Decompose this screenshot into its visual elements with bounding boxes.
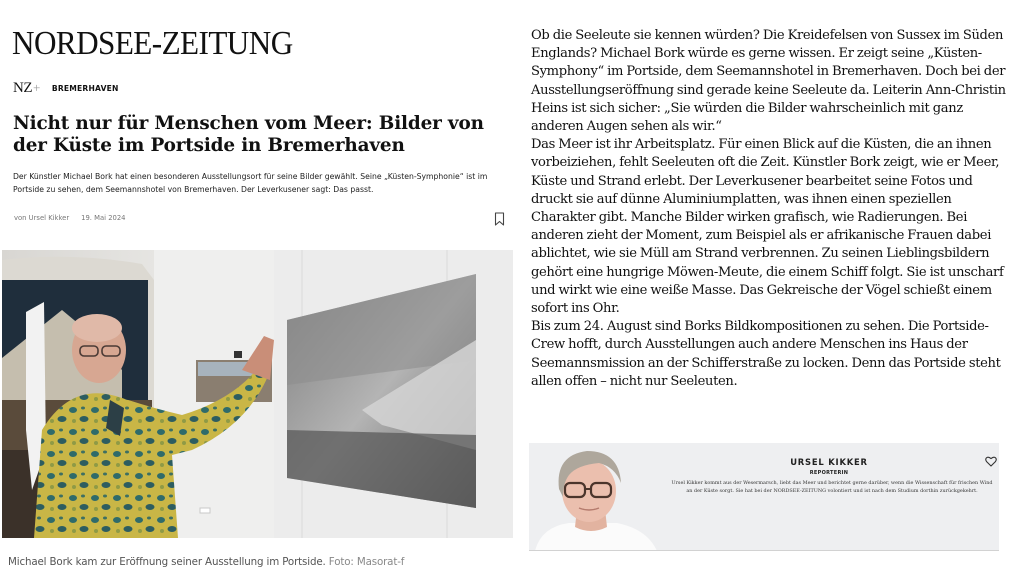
caption-text: Michael Bork kam zur Eröffnung seiner Ausstellung im Portside.: [8, 556, 326, 568]
kicker: [13, 80, 119, 96]
article-paragraph: Bis zum 24. August sind Borks Bildkompositionen zu sehen. Die Portside-Crew hofft, durch Ausstellungen auch andere Menschen ins Haus der Seemannsmission an der Schifferstraße zu locken. Denn das Portside steht allen offen – nicht nur Seeleuten.: [531, 319, 1001, 389]
teaser: Der Künstler Michael Bork hat einen besonderen Ausstellungsort für seine Bilder gewählt. Seine „Küsten-Symphonie“ ist im Portside zu sehen, dem Seemannshotel von Bremerhaven. Der Leverkusener sagt: Das passt.: [13, 172, 488, 194]
headline: Nicht nur für Menschen vom Meer: Bilder von der Küste im Portside in Bremerhaven: [13, 113, 484, 156]
photo-credit: Foto: Masorat-f: [328, 556, 405, 568]
article-body: [531, 27, 1016, 391]
masthead-logo[interactable]: NORDSEE-ZEITUNG: [12, 25, 293, 62]
nz-plus-brand: NZ: [13, 79, 32, 96]
byline: [14, 214, 126, 222]
author-name[interactable]: URSEL KIKKER: [790, 457, 868, 467]
author-portrait[interactable]: [529, 443, 659, 551]
article-photo-image: [2, 250, 513, 538]
section-label[interactable]: BREMERHAVEN: [51, 83, 119, 93]
author-card: [529, 443, 999, 551]
nz-plus-badge: [13, 80, 40, 97]
byline-date: 19. Mai 2024: [81, 214, 126, 222]
heart-icon[interactable]: [985, 456, 997, 467]
byline-author[interactable]: von Ursel Kikker: [14, 214, 70, 222]
article-photo[interactable]: [2, 250, 513, 538]
article-paragraph: Ob die Seeleute sie kennen würden? Die Kreidefelsen von Sussex im Süden Englands? Michael Bork würde es gerne wissen. Er zeigt seine „Küsten-Symphony“ im Portside, dem Seemannshotel in Bremerhaven. Doch bei der Ausstellungseröffnung sind gerade keine Seeleute da. Leiterin Ann-Christin Heins ist sich sicher: „Sie würden die Bilder wahrscheinlich mit ganz anderen Augen sehen als wir.“: [531, 28, 1006, 135]
article-paragraph: Das Meer ist ihr Arbeitsplatz. Für einen Blick auf die Küsten, die an ihnen vorbeiziehen, fehlt Seeleuten oft die Zeit. Künstler Bork zeigt, wie er Meer, Küste und Strand erlebt. Der Leverkusener bearbeitet seine Fotos und druckt sie auf dünne Aluminiumplatten, was ihnen einen speziellen Charakter gibt. Manche Bilder wirken grafisch, wie Radierungen. Bei anderen zieht der Moment, zum Beispiel als er afrikanische Frauen dabei ablichtet, wie sie Müll am Strand verbrennen. Zu seinen Lieblingsbildern gehört eine hungrige Möwen-Meute, die einem Schiff folgt. Sie ist unscharf und wirkt wie eine weiße Masse. Das Gekreische der Vögel schießt einem sofort ins Ohr.: [531, 137, 1004, 317]
author-bio: Ursel Kikker kommt aus der Wesermarsch, liebt das Meer und berichtet gerne darüber, wenn die Wissenschaft für frischen Wind an der Küste sorgt. Sie hat bei der NORDSEE-ZEITUNG volontiert und ist nach dem Studium dorthin zurückgekehrt.: [671, 480, 993, 495]
bookmark-icon[interactable]: [494, 212, 505, 226]
photo-caption: [8, 556, 404, 568]
author-role: REPORTERIN: [809, 470, 849, 476]
nz-plus-sign: +: [33, 79, 40, 95]
